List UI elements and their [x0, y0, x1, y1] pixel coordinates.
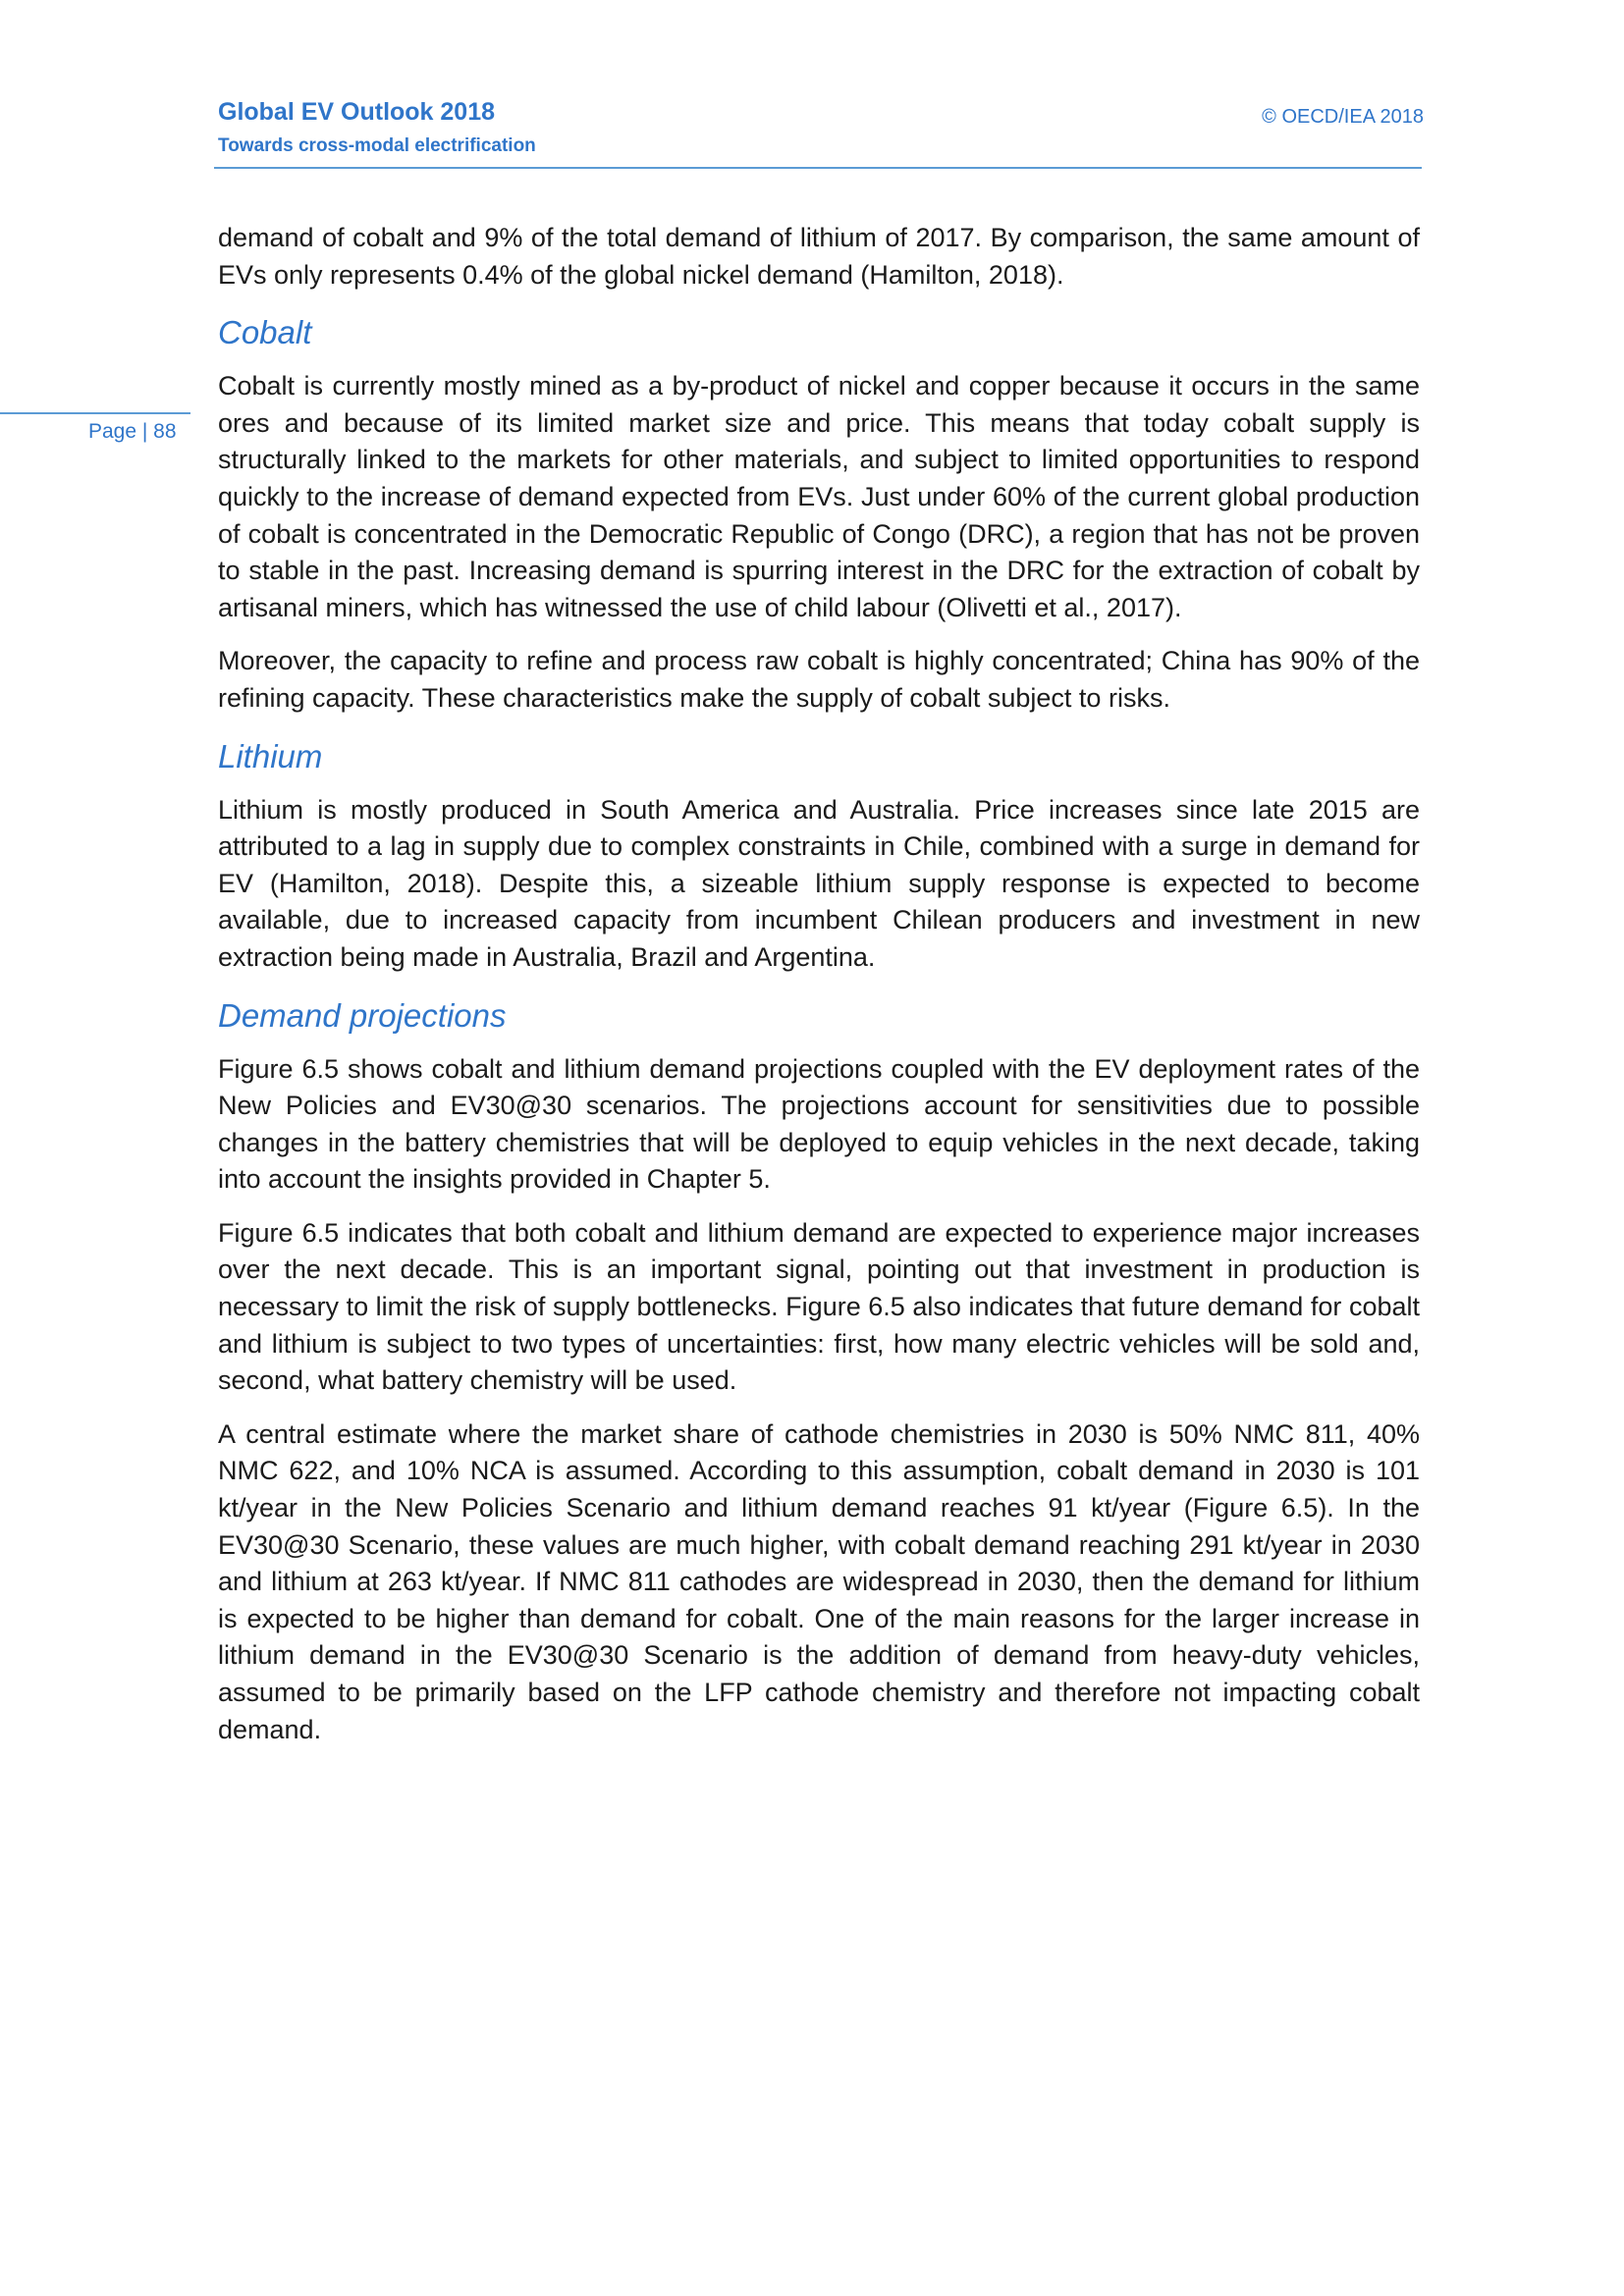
section-heading-demand-projections: Demand projections [218, 996, 507, 1034]
intro-paragraph: demand of cobalt and 9% of the total demand of lithium of 2017. By comparison, the same amount of EVs only represents 0.4% of the global nickel demand (Hamilton, 2018). [218, 223, 1420, 290]
page-body [218, 220, 1420, 1765]
page-number: Page | 88 [88, 420, 177, 443]
demand-paragraph: A central estimate where the market share of cathode chemistries in 2030 is 50% NMC 811, 40% NMC 622, and 10% NCA is assumed. According to this assumption, cobalt demand in 2030 is 101 kt/year in the New Policies Scenario and lithium demand reaches 91 kt/year (Figure 6.5). In the EV30@30 Scenario, these values are much higher, with cobalt demand reaching 291 kt/year in 2030 and lithium at 263 kt/year. If NMC 811 cathodes are widespread in 2030, then the demand for lithium is expected to be higher than demand for cobalt. One of the main reasons for the larger increase in lithium demand in the EV30@30 Scenario is the addition of demand from heavy-duty vehicles, assumed to be primarily based on the LFP cathode chemistry and therefore not impacting cobalt demand. [218, 1418, 1420, 1744]
header-divider [214, 167, 1422, 169]
report-title: Global EV Outlook 2018 [218, 98, 496, 126]
lithium-paragraph: Lithium is mostly produced in South America and Australia. Price increases since late 2015 are attributed to a lag in supply due to complex constraints in Chile, combined with a surge in demand for EV (Hamilton, 2018). Despite this, a sizeable lithium supply response is expected to become available, due to increased capacity from incumbent Chilean producers and investment in new extraction being made in Australia, Brazil and Argentina. [218, 794, 1420, 972]
report-subtitle: Towards cross-modal electrification [218, 135, 536, 156]
demand-paragraph: Figure 6.5 shows cobalt and lithium demand projections coupled with the EV deployment rates of the New Policies and EV30@30 scenarios. The projections account for sensitivities due to possible changes in the battery chemistries that will be deployed to equip vehicles in the next decade, taking into account the insights provided in Chapter 5. [218, 1053, 1420, 1195]
section-heading-lithium: Lithium [218, 737, 323, 774]
margin-divider [0, 412, 190, 414]
cobalt-paragraph: Moreover, the capacity to refine and process raw cobalt is highly concentrated; China has 90% of the refining capacity. These characteristics make the supply of cobalt subject to risks. [218, 646, 1420, 713]
demand-paragraph: Figure 6.5 indicates that both cobalt and lithium demand are expected to experience major increases over the next decade. This is an important signal, pointing out that investment in production is necessary to limit the risk of supply bottlenecks. Figure 6.5 also indicates that future demand for cobalt and lithium is subject to two types of uncertainties: first, how many electric vehicles will be sold and, second, what battery chemistry will be used. [218, 1217, 1420, 1396]
copyright-notice: © OECD/IEA 2018 [1262, 106, 1424, 128]
cobalt-paragraph: Cobalt is currently mostly mined as a by-product of nickel and copper because it occurs in the same ores and because of its limited market size and price. This means that today cobalt supply is structurally linked to the markets for other materials, and subject to limited opportunities to respond quickly to the increase of demand expected from EVs. Just under 60% of the current global production of cobalt is concentrated in the Democratic Republic of Congo (DRC), a region that has not be proven to stable in the past. Increasing demand is spurring interest in the DRC for the extraction of cobalt by artisanal miners, which has witnessed the use of child labour (Olivetti et al., 2017). [218, 371, 1420, 622]
section-heading-cobalt: Cobalt [218, 314, 312, 351]
